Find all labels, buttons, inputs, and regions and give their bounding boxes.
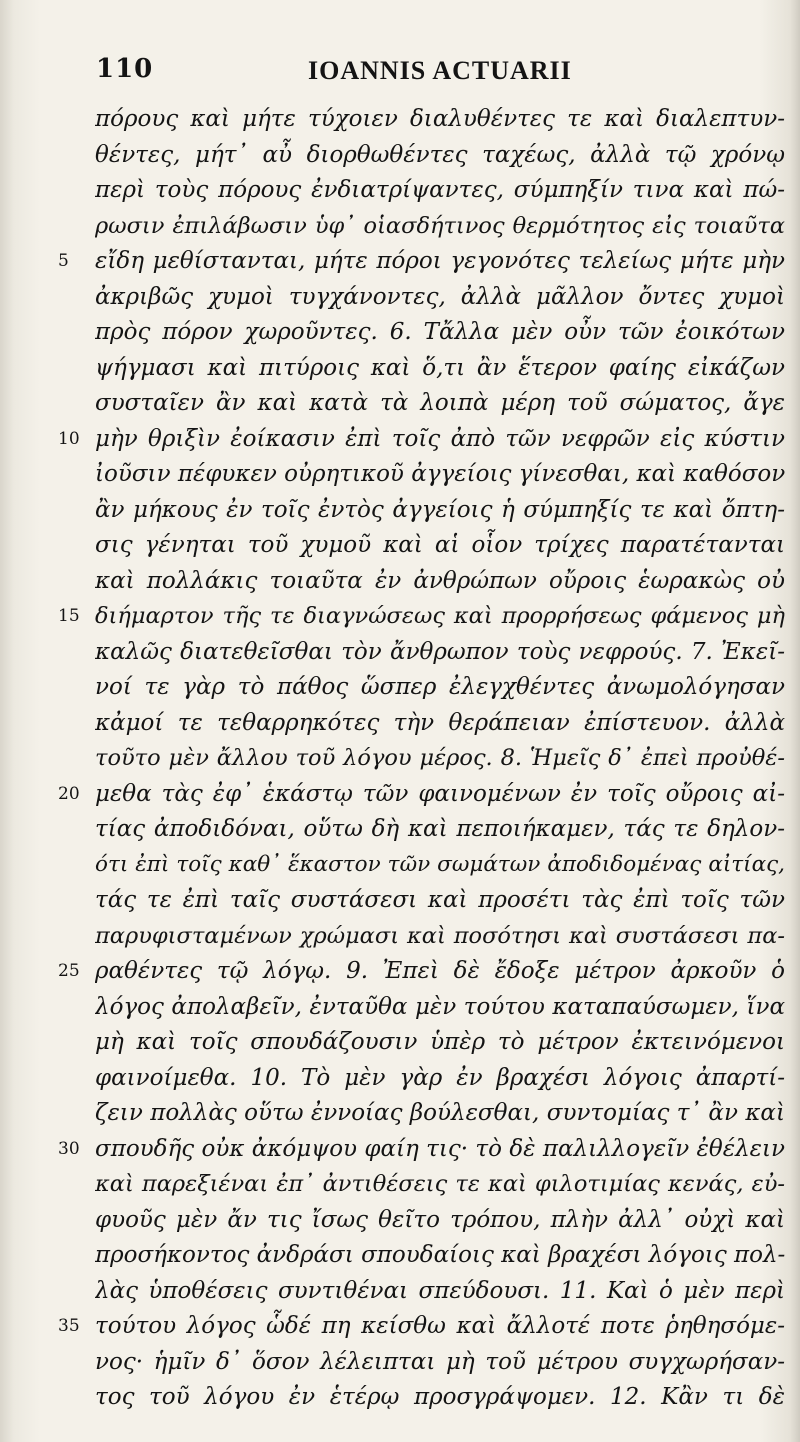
line-text: καὶ πολλάκις τοιαῦτα ἐν ἀνθρώπων οὔροις ἑωρακὼς οὐ — [95, 567, 785, 594]
text-line — [0, 633, 800, 671]
line-text: ότι ἐπὶ τοῖς καθ᾽ ἕκαστον τῶν σωμάτων ἀποδιδομένας αἰτίας, — [95, 851, 785, 877]
text-line — [0, 1307, 800, 1345]
line-text: συσταῖεν ἂν καὶ κατὰ τὰ λοιπὰ μέρη τοῦ σώματος, ἄγε — [95, 390, 785, 416]
line-text: καὶ παρεξιέναι ἐπ᾽ ἀντιθέσεις τε καὶ φιλοτιμίας κενάς, εὐ- — [95, 1171, 785, 1197]
line-text: θέντες, μήτ᾽ αὖ διορθωθέντες ταχέως, ἀλλὰ τῷ χρόνῳ — [95, 141, 785, 168]
line-text: ψήγμασι καὶ πιτύροις καὶ ὅ,τι ἂν ἕτερον φαίης εἰκάζων — [95, 354, 785, 381]
text-line — [0, 242, 800, 280]
line-number: 30 — [58, 1138, 80, 1159]
line-text: τος τοῦ λόγου ἐν ἑτέρῳ προσγράψομεν. 12. Κἂν τι δὲ — [95, 1384, 785, 1410]
text-line — [0, 704, 800, 742]
line-text: παρυφισταμένων χρώμασι καὶ ποσότησι καὶ συστάσεσι πα- — [95, 922, 785, 949]
text-line — [0, 1023, 800, 1061]
line-text: διήμαρτον τῆς τε διαγνώσεως καὶ προρρήσεως φάμενος μὴ — [95, 603, 785, 629]
text-line — [0, 739, 800, 777]
line-text: εἴδη μεθίστανται, μήτε πόροι γεγονότες τελείως μήτε μὴν — [95, 248, 785, 274]
text-line — [0, 349, 800, 387]
text-line — [0, 562, 800, 600]
text-line — [0, 775, 800, 813]
line-text: κἀμοί τε τεθαρρηκότες τὴν θεράπειαν ἐπίστευον. ἀλλὰ — [95, 709, 785, 736]
line-text: τοῦτο μὲν ἄλλου τοῦ λόγου μέρος. 8. Ἡμεῖς δ᾽ ἐπεὶ προὐθέ- — [95, 745, 785, 771]
line-number: 35 — [58, 1316, 80, 1336]
text-line — [0, 1378, 800, 1416]
text-line — [0, 455, 800, 493]
text-line — [0, 952, 800, 990]
text-line — [0, 207, 800, 245]
page-header — [0, 46, 800, 86]
line-number: 15 — [58, 606, 80, 626]
text-line — [0, 313, 800, 351]
line-number: 20 — [58, 783, 80, 804]
line-text: μὴ καὶ τοῖς σπουδάζουσιν ὑπὲρ τὸ μέτρον ἐκτεινόμενοι — [95, 1029, 785, 1055]
page-number: 110 — [96, 54, 154, 84]
line-text: φαινοίμεθα. 10. Τὸ μὲν γὰρ ἐν βραχέσι λόγοις ἀπαρτί- — [95, 1064, 785, 1091]
text-line — [0, 100, 800, 138]
text-line — [0, 384, 800, 422]
line-text: ἂν μήκους ἐν τοῖς ἐντὸς ἀγγείοις ἡ σύμπηξίς τε καὶ ὄπτη- — [95, 496, 785, 523]
line-text: σις γένηται τοῦ χυμοῦ καὶ αἱ οἷον τρίχες παρατέτανται — [95, 532, 785, 558]
line-text: πρὸς πόρον χωροῦντες. 6. Τἄλλα μὲν οὖν τῶν ἐοικότων — [95, 319, 785, 345]
line-text: μὴν θριξὶν ἐοίκασιν ἐπὶ τοῖς ἀπὸ τῶν νεφρῶν εἰς κύστιν — [95, 425, 785, 452]
line-text: προσήκοντος ἀνδράσι σπουδαίοις καὶ βραχέσι λόγοις πολ- — [95, 1242, 785, 1268]
line-number: 25 — [58, 961, 80, 981]
text-line — [0, 1094, 800, 1132]
text-line — [0, 1059, 800, 1097]
line-text: νοί τε γὰρ τὸ πάθος ὥσπερ ἐλεγχθέντες ἀνωμολόγησαν — [95, 674, 785, 700]
text-line — [0, 1343, 800, 1381]
line-text: σπουδῆς οὐκ ἀκόμψου φαίη τις· τὸ δὲ παλιλλογεῖν ἐθέλειν — [95, 1135, 785, 1162]
text-line — [0, 917, 800, 955]
text-line — [0, 1201, 800, 1239]
text-line — [0, 526, 800, 564]
line-number: 10 — [58, 428, 80, 449]
text-line — [0, 136, 800, 174]
line-text: μεθα τὰς ἐφ᾽ ἑκάστῳ τῶν φαινομένων ἐν τοῖς οὔροις αἰ- — [95, 780, 785, 807]
text-line — [0, 988, 800, 1026]
line-text: νος· ἡμῖν δ᾽ ὅσον λέλειπται μὴ τοῦ μέτρου συγχωρήσαν- — [95, 1348, 785, 1375]
line-text: ἰοῦσιν πέφυκεν οὐρητικοῦ ἀγγείοις γίνεσθαι, καὶ καθόσον — [95, 461, 785, 487]
line-text: ρωσιν ἐπιλάβωσιν ὑφ᾽ οἱασδήτινος θερμότητος εἰς τοιαῦτα — [95, 212, 785, 239]
line-text: φυοῦς μὲν ἄν τις ἴσως θεῖτο τρόπου, πλὴν ἀλλ᾽ οὐχὶ καὶ — [95, 1206, 785, 1233]
text-line — [0, 1165, 800, 1203]
text-line — [0, 597, 800, 635]
text-line — [0, 420, 800, 458]
line-text: ραθέντες τῷ λόγῳ. 9. Ἐπεὶ δὲ ἔδοξε μέτρον ἀρκοῦν ὁ — [95, 958, 785, 984]
text-line — [0, 1130, 800, 1168]
line-text: καλῶς διατεθεῖσθαι τὸν ἄνθρωπον τοὺς νεφρούς. 7. Ἐκεῖ- — [95, 638, 785, 665]
line-text: ζειν πολλὰς οὕτω ἐννοίας βούλεσθαι, συντομίας τ᾽ ἂν καὶ — [95, 1100, 785, 1126]
line-text: πόρους καὶ μήτε τύχοιεν διαλυθέντες τε καὶ διαλεπτυν- — [95, 106, 785, 132]
line-text: τίας ἀποδιδόναι, οὕτω δὴ καὶ πεποιήκαμεν, τάς τε δηλον- — [95, 816, 785, 842]
line-number: 5 — [58, 251, 69, 271]
line-text: λόγος ἀπολαβεῖν, ἐνταῦθα μὲν τούτου καταπαύσωμεν, ἵνα — [95, 993, 785, 1020]
text-line — [0, 881, 800, 919]
text-line — [0, 171, 800, 209]
line-text: ἀκριβῶς χυμοὶ τυγχάνοντες, ἀλλὰ μᾶλλον ὄντες χυμοὶ — [95, 283, 785, 310]
line-text: λὰς ὑποθέσεις συντιθέναι σπεύδουσι. 11. Καὶ ὁ μὲν περὶ — [95, 1277, 785, 1304]
text-line — [0, 1272, 800, 1310]
text-line — [0, 810, 800, 848]
text-line — [0, 278, 800, 316]
line-text: τούτου λόγος ὧδέ πη κείσθω καὶ ἄλλοτέ ποτε ῥηθησόμε- — [95, 1313, 785, 1339]
line-text: περὶ τοὺς πόρους ἐνδιατρίψαντες, σύμπηξίν τινα καὶ πώ- — [95, 177, 785, 203]
text-line — [0, 491, 800, 529]
line-text: τάς τε ἐπὶ ταῖς συστάσεσι καὶ προσέτι τὰς ἐπὶ τοῖς τῶν — [95, 887, 785, 913]
running-head: IOANNIS ACTUARII — [308, 56, 572, 85]
text-line — [0, 1236, 800, 1274]
text-line — [0, 668, 800, 706]
text-line — [0, 846, 800, 884]
